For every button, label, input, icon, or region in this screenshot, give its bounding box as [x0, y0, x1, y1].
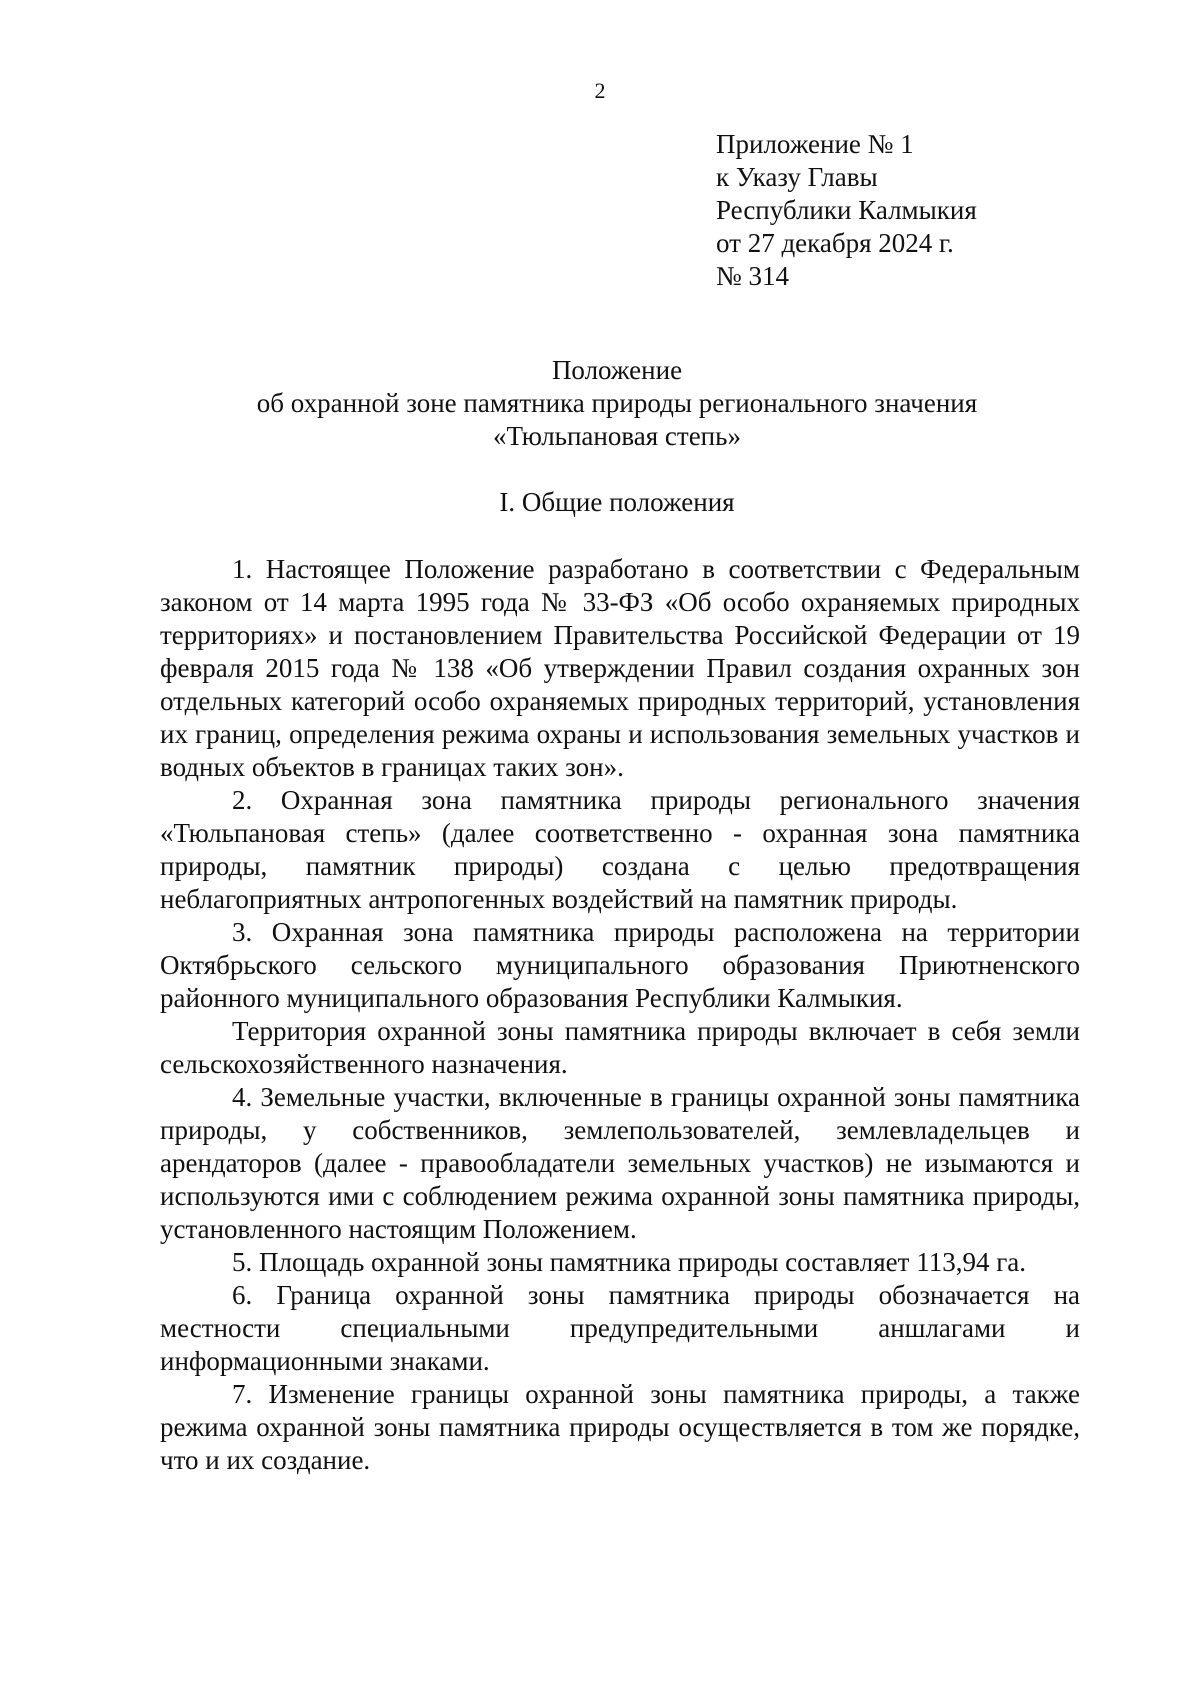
- appendix-line: Республики Калмыкия: [716, 195, 977, 225]
- document-body: [160, 553, 1080, 1477]
- paragraph: 2. Охранная зона памятника природы регионального значения «Тюльпановая степь» (далее соответственно - охранная зона памятника природы, памятник природы) создана с целью предотвращения неблагоприятных антропогенных воздействий на памятник природы.: [160, 785, 1080, 914]
- section-heading: I. Общие положения: [499, 487, 735, 517]
- appendix-line: № 314: [716, 261, 790, 291]
- appendix-line: к Указу Главы: [716, 162, 878, 192]
- title-line: об охранной зоне памятника природы регионального значения: [256, 388, 978, 418]
- paragraph: 6. Граница охранной зоны памятника природы обозначается на местности специальными предупредительными аншлагами и информационными знаками.: [160, 1280, 1080, 1376]
- paragraph: 1. Настоящее Положение разработано в соответствии с Федеральным законом от 14 марта 1995 года № 33-ФЗ «Об особо охраняемых природных территориях» и постановлением Правительства Российской Федерации от 19 февраля 2015 года № 138 «Об утверждении Правил создания охранных зон отдельных категорий особо охраняемых природных территорий, установления их границ, определения режима охраны и использования земельных участков и водных объектов в границах таких зон».: [160, 554, 1080, 782]
- paragraph: 4. Земельные участки, включенные в границы охранной зоны памятника природы, у собственников, землепользователей, землевладельцев и арендаторов (далее - правообладатели земельных участков) не изымаются и используются ими с соблюдением режима охранной зоны памятника природы, установленного настоящим Положением.: [160, 1082, 1080, 1244]
- title-line: «Тюльпановая степь»: [493, 421, 741, 451]
- paragraph: Территория охранной зоны памятника природы включает в себя земли сельскохозяйственного назначения.: [160, 1016, 1080, 1079]
- appendix-reference: [716, 128, 977, 293]
- page-number: 2: [594, 78, 606, 103]
- paragraph: 7. Изменение границы охранной зоны памятника природы, а также режима охранной зоны памятника природы осуществляется в том же порядке, что и их создание.: [160, 1379, 1080, 1475]
- paragraph: 5. Площадь охранной зоны памятника природы составляет 113,94 га.: [232, 1247, 1027, 1277]
- appendix-line: Приложение № 1: [716, 129, 914, 159]
- document-title: [0, 354, 1200, 453]
- title-line: Положение: [551, 355, 683, 385]
- paragraph: 3. Охранная зона памятника природы расположена на территории Октябрьского сельского муниципального образования Приютненского районного муниципального образования Республики Калмыкия.: [160, 917, 1080, 1013]
- appendix-line: от 27 декабря 2024 г.: [716, 228, 954, 258]
